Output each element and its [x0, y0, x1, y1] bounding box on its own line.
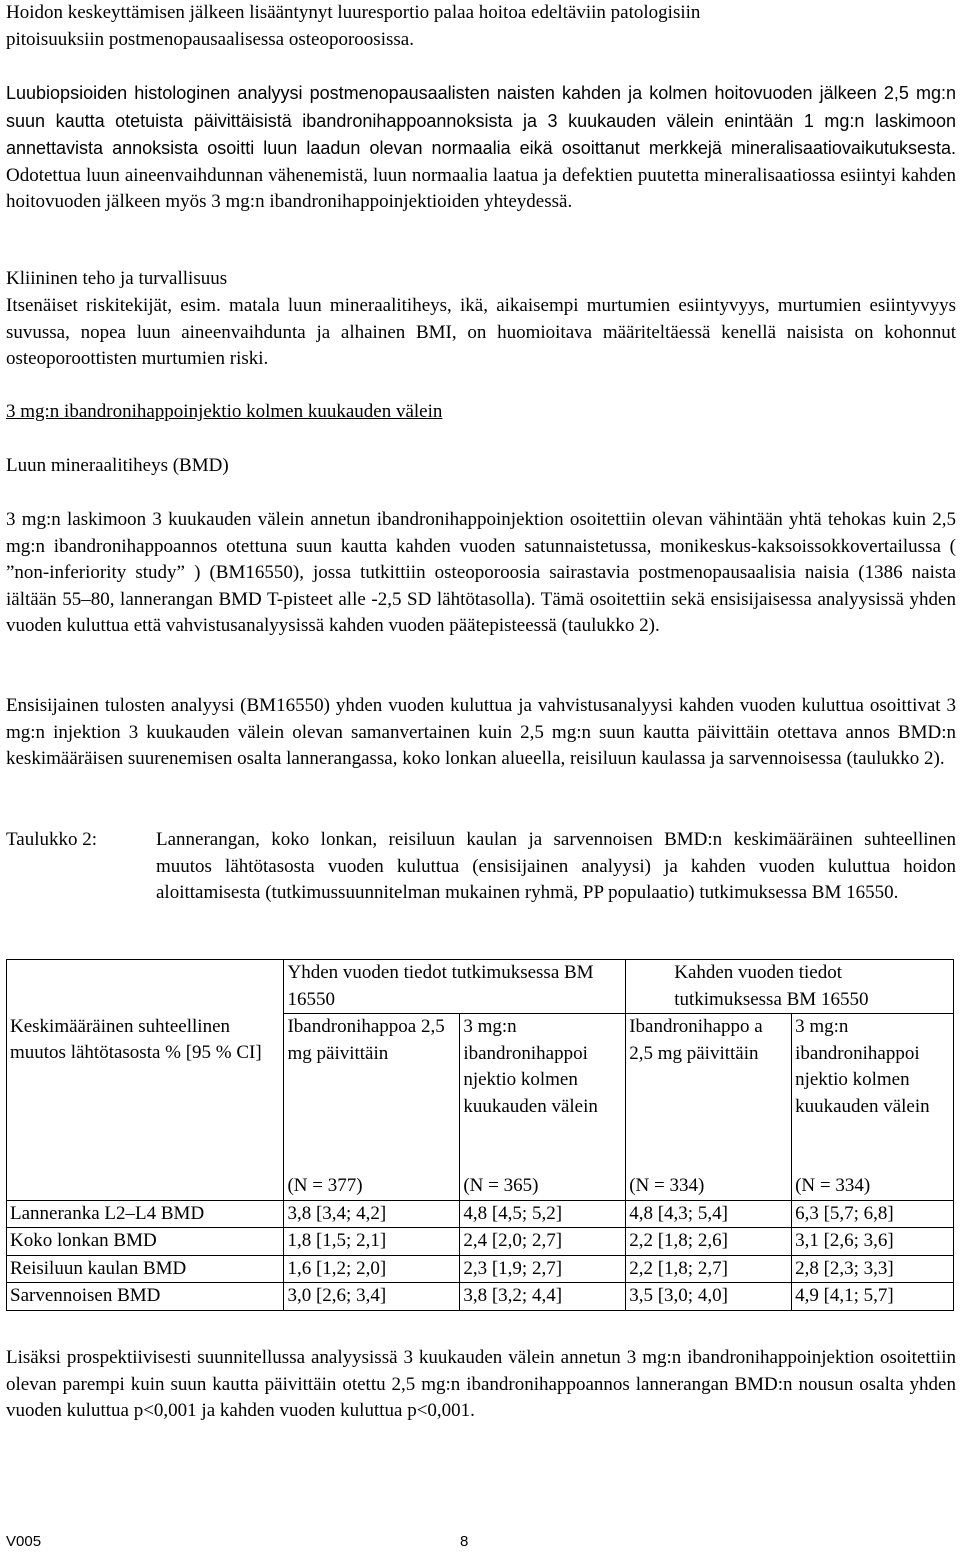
- table-caption: [6, 827, 956, 937]
- paragraph-histology-serif: Odotettua luun aineenvaihdunnan vähenemistä, luun normaalia laatua ja defektien puutetta mineralisaatiossa esiintyi kahden hoitovuoden jälkeen myös 3 mg:n ibandronihappoinjektioiden yhteydessä.: [6, 164, 956, 212]
- table-col1-header: Ibandronihappoa 2,5 mg päivittäin: [284, 1014, 460, 1174]
- table-cell: 2,4 [2,0; 2,7]: [460, 1228, 626, 1256]
- section-heading-clinical: Kliininen teho ja turvallisuus: [6, 268, 228, 289]
- table-n1: (N = 377): [284, 1173, 460, 1200]
- table-cell: 4,8 [4,3; 5,4]: [626, 1200, 792, 1228]
- heading-injection: 3 mg:n ibandronihappoinjektio kolmen kuukauden välein: [6, 401, 443, 422]
- table-cell: 1,8 [1,5; 2,1]: [284, 1228, 460, 1256]
- table-row-label: Lanneranka L2–L4 BMD: [7, 1200, 284, 1228]
- paragraph-relapse: [6, 0, 956, 53]
- table-row-label: Reisiluun kaulan BMD: [7, 1255, 284, 1283]
- table-row: [7, 1283, 954, 1311]
- paragraph-histology-sans: Luubiopsioiden histologinen analyysi postmenopausaalisten naisten kahden ja kolmen hoitovuoden jälkeen 2,5 mg:n suun kautta otetuista päivittäisistä ibandronihappoannoksista ja 3 kuukauden välein enintään 1 mg:n laskimoon annettavista annoksista osoitti luun laadun olevan normaalia eikä osoittanut merkkejä mineralisaatiovaikutuksesta.: [6, 83, 956, 158]
- table-cell: 6,3 [5,7; 6,8]: [792, 1200, 954, 1228]
- table-cell: 4,9 [4,1; 5,7]: [792, 1283, 954, 1311]
- table-group-header-row: [7, 960, 954, 1014]
- paragraph-risk-factors: Itsenäiset riskitekijät, esim. matala luun mineraalitiheys, ikä, aikaisempi murtumien esiintyvyys, murtumien esiintyvyys suvussa, nopea luun aineenvaihdunta ja alhainen BMI, on huomioitava määriteltäessä kenellä naisista on kohonnut osteoporoottisten murtumien riski.: [6, 295, 956, 369]
- table-row-label: Sarvennoisen BMD: [7, 1283, 284, 1311]
- table-cell: 3,8 [3,4; 4,2]: [284, 1200, 460, 1228]
- paragraph-relapse-line1: Hoidon keskeyttämisen jälkeen lisääntynyt luuresportio palaa hoitoa edeltäviin patologisiin: [6, 2, 701, 23]
- table-corner-cell: [7, 960, 284, 1014]
- results-table: [6, 959, 954, 1311]
- table-cell: 3,5 [3,0; 4,0]: [626, 1283, 792, 1311]
- table-cell: 2,3 [1,9; 2,7]: [460, 1255, 626, 1283]
- heading-injection-wrap: [6, 399, 956, 426]
- table-col4-header: 3 mg:n ibandronihappoi njektio kolmen kuukauden välein: [792, 1014, 954, 1174]
- table-caption-text: Lannerangan, koko lonkan, reisiluun kaulan ja sarvennoisen BMD:n keskimääräinen suhteellinen muutos lähtötasosta vuoden kuluttua (ensisijainen analyysi) ja kahden vuoden kuluttua hoidon aloittamisesta (tutkimussuunnitelman mukainen ryhmä, PP populaatio) tutkimuksessa BM 16550.: [156, 829, 956, 903]
- table-row-header: Keskimääräinen suhteellinen muutos lähtötasosta % [95 % CI]: [7, 1014, 284, 1174]
- table-n4: (N = 334): [792, 1173, 954, 1200]
- table-col3-header: Ibandronihappo a 2,5 mg päivittäin: [626, 1014, 792, 1174]
- table-cell: 1,6 [1,2; 2,0]: [284, 1255, 460, 1283]
- table-cell: 3,0 [2,6; 3,4]: [284, 1283, 460, 1311]
- table-row: [7, 1228, 954, 1256]
- paragraph-primary-analysis: Ensisijainen tulosten analyysi (BM16550) yhden vuoden kuluttua ja vahvistusanalyysi kahden vuoden kuluttua osoittivat 3 mg:n injektion 3 kuukauden välein olevan samanvertainen kuin 2,5 mg:n suun kautta päivittäin otettava annos BMD:n keskimääräisen suurenemisen osalta lannerangassa, koko lonkan alueella, reisiluun kaulassa ja sarvennoisessa (taulukko 2).: [6, 695, 956, 769]
- paragraph-histology: [6, 80, 956, 216]
- paragraph-relapse-line2: pitoisuuksiin postmenopausaalisessa osteoporoosissa.: [6, 28, 414, 50]
- table-cell: 2,8 [2,3; 3,3]: [792, 1255, 954, 1283]
- table-cell: 3,1 [2,6; 3,6]: [792, 1228, 954, 1256]
- paragraph-additional-analysis: Lisäksi prospektiivisesti suunnitellussa analyysissä 3 kuukauden välein annetun 3 mg:n ibandronihappoinjektion osoitettiin olevan parempi kuin suun kautta päivittäin otettu 2,5 mg:n ibandronihappoannos lannerangan BMD:n nousun osalta yhden vuoden kuluttua p<0,001 ja kahden vuoden kuluttua p<0,001.: [6, 1347, 956, 1421]
- table-cell: 4,8 [4,5; 5,2]: [460, 1200, 626, 1228]
- table-group1-header: Yhden vuoden tiedot tutkimuksessa BM 16550: [284, 960, 626, 1014]
- table-row: [7, 1200, 954, 1228]
- table-n3: (N = 334): [626, 1173, 792, 1200]
- table-col2-header: 3 mg:n ibandronihappoi njektio kolmen kuukauden välein: [460, 1014, 626, 1174]
- table-caption-label: Taulukko 2:: [6, 829, 98, 850]
- footer-version: V005: [6, 1533, 42, 1550]
- table-cell: 3,8 [3,2; 4,4]: [460, 1283, 626, 1311]
- footer-page-number: 8: [460, 1533, 469, 1550]
- table-row: [7, 1255, 954, 1283]
- table-column-header-row: [7, 1014, 954, 1174]
- table-n-row: [7, 1173, 954, 1200]
- table-group2-header: Kahden vuoden tiedot tutkimuksessa BM 16550: [626, 960, 954, 1014]
- paragraph-bm16550: 3 mg:n laskimoon 3 kuukauden välein annetun ibandronihappoinjektion osoitettiin olevan vähintään yhtä tehokas kuin 2,5 mg:n ibandronihappoannos otettuna suun kautta kahden vuoden satunnaistetussa, monikeskus-kaksoissokkovertailussa ( ”non-inferiority study” ) (BM16550), jossa tutkittiin osteoporoosia sairastavia postmenopausaalisia naisia (1386 naista iältään 55–80, lannerangan BMD T-pisteet alle -2,5 SD lähtötasolla). Tämä osoitettiin sekä ensisijaisessa analyysissä yhden vuoden kuluttua että vahvistusanalyysissä kahden vuoden päätepisteessä (taulukko 2).: [6, 509, 956, 636]
- table-n-label: [7, 1173, 284, 1200]
- heading-bmd: Luun mineraalitiheys (BMD): [6, 455, 229, 476]
- table-cell: 2,2 [1,8; 2,7]: [626, 1255, 792, 1283]
- table-n2: (N = 365): [460, 1173, 626, 1200]
- table-cell: 2,2 [1,8; 2,6]: [626, 1228, 792, 1256]
- table-row-label: Koko lonkan BMD: [7, 1228, 284, 1256]
